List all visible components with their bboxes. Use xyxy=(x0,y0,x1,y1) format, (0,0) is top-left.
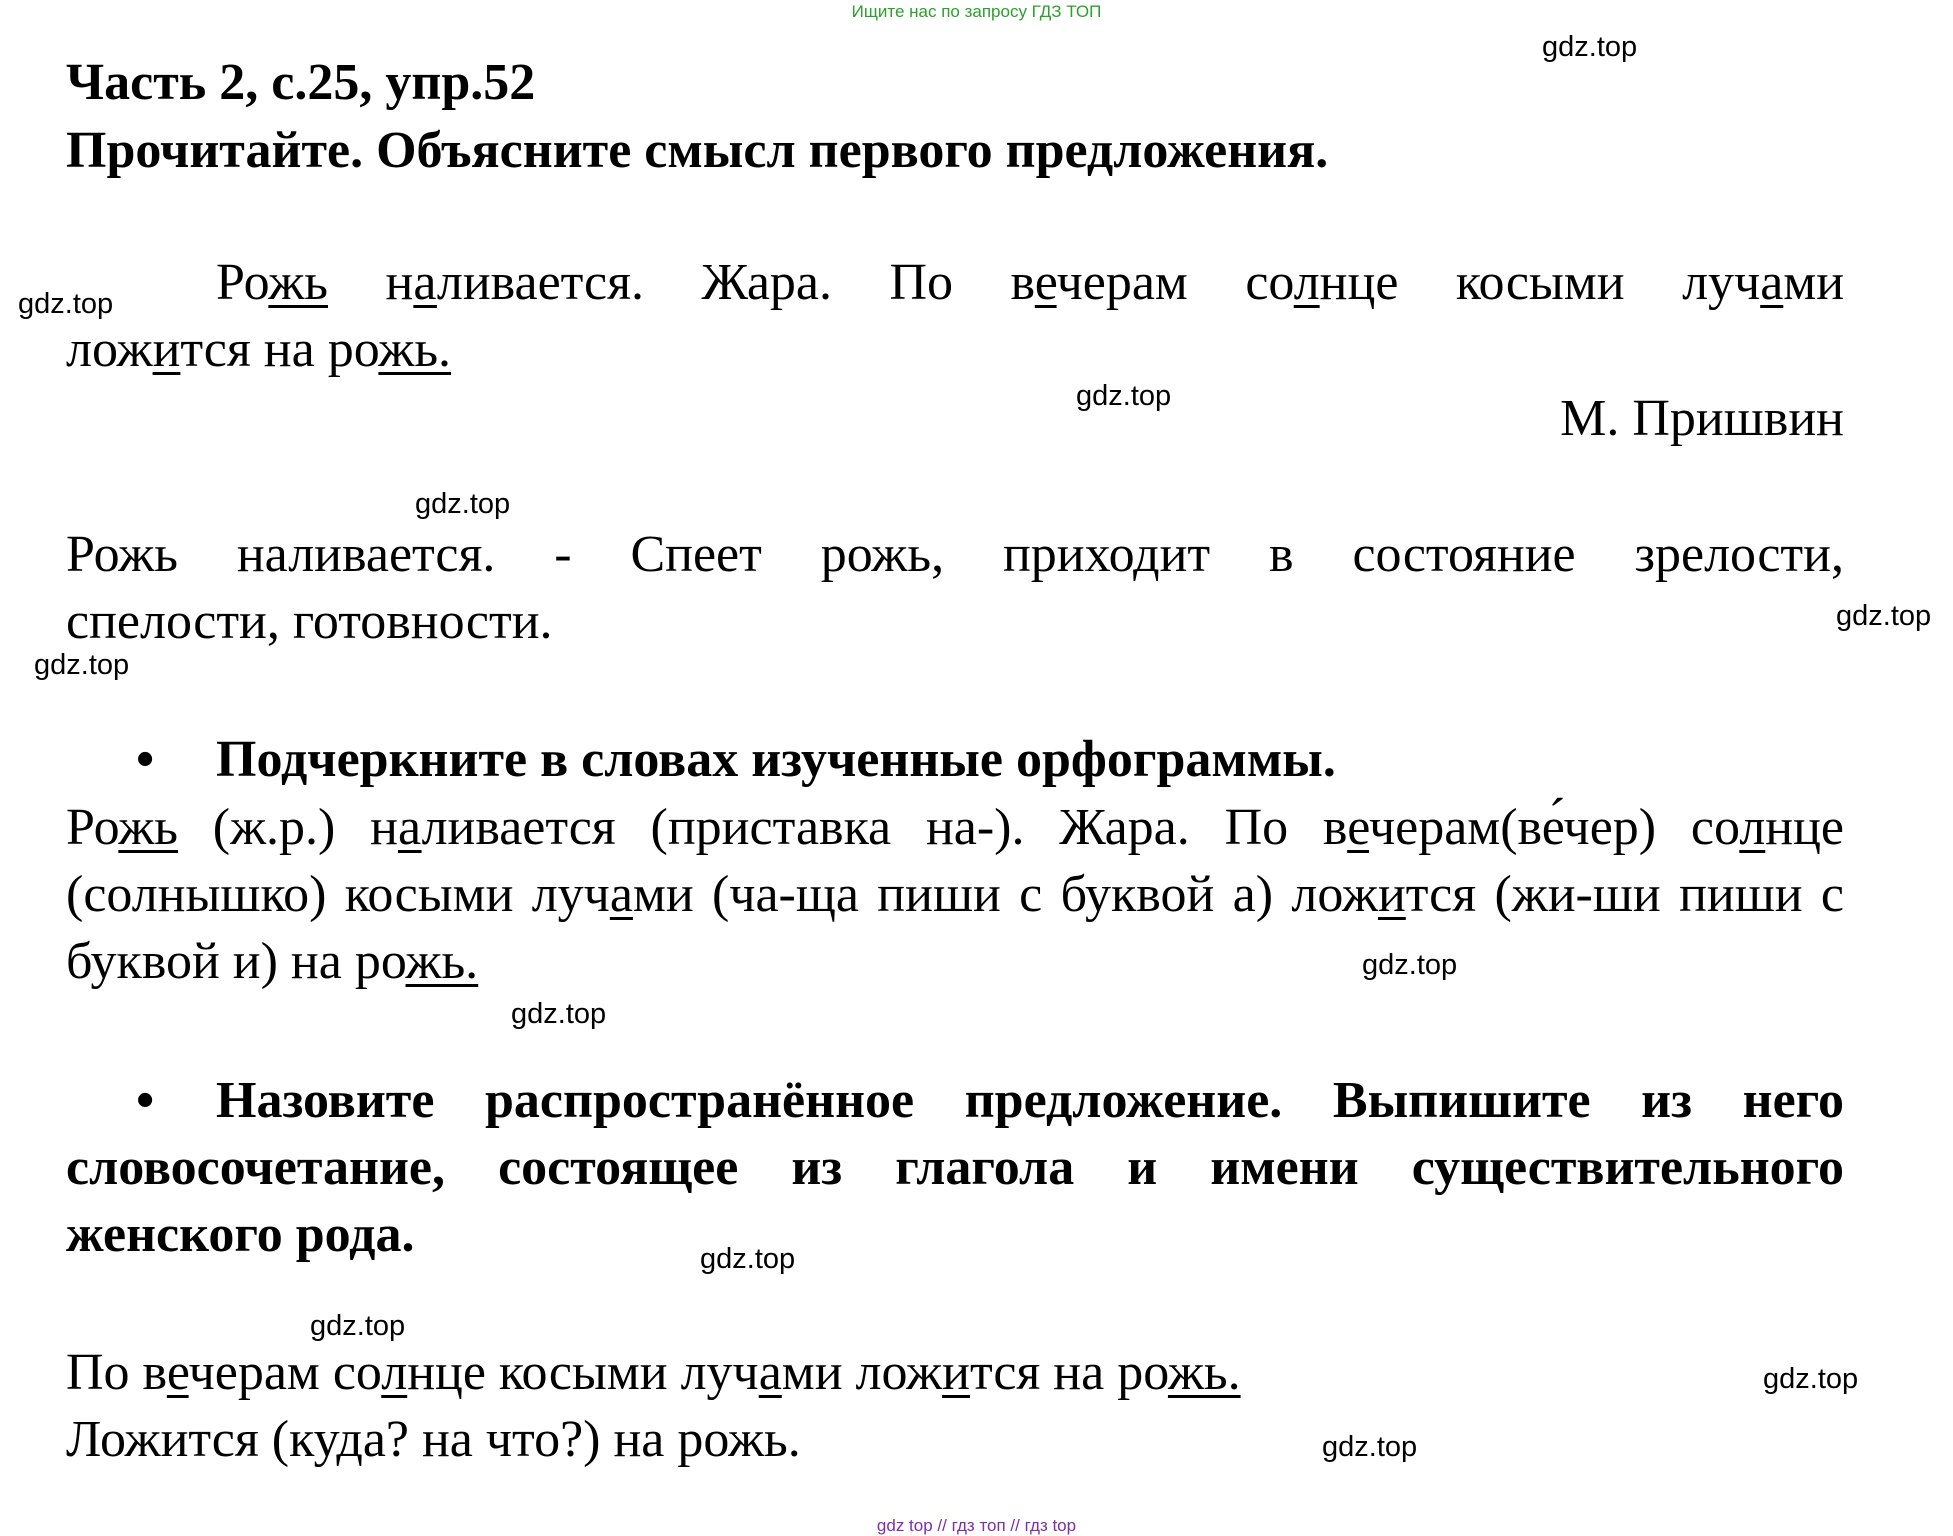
watermark: gdz.top xyxy=(1322,1431,1418,1463)
explanation-line-2: спелости, готовности. xyxy=(66,593,553,650)
watermark: gdz.top xyxy=(511,998,607,1030)
watermark: gdz.top xyxy=(1076,380,1172,412)
watermark: gdz.top xyxy=(18,288,114,320)
watermark: gdz.top xyxy=(34,649,130,681)
task-2-title: Подчеркните в словах изученные орфограммы. xyxy=(216,731,1336,788)
task-3-title-line-3: женского рода. xyxy=(66,1206,415,1263)
answer-3-line-1: По вечерам солнце косыми лучами ложится на рожь. xyxy=(66,1344,1241,1401)
task-instruction: Прочитайте. Объясните смысл первого предложения. xyxy=(66,122,1329,179)
page-title: Часть 2, с.25, упр.52 xyxy=(66,54,536,111)
answer-2: Рожь (ж.р.) наливается (приставка на-). Жара. По вечерам(ве́чер) солнце (солнышко) косыми лучами (ча-ща пиши с буквой а) ложится (жи-ши пиши с буквой и) на рожь. xyxy=(66,799,1845,990)
watermark: gdz.top xyxy=(1542,31,1638,63)
task-3-title-line-2: словосочетание, состоящее из глагола и имени существительного xyxy=(66,1139,1844,1196)
author: М. Пришвин xyxy=(1560,390,1844,447)
watermark: gdz.top xyxy=(1836,600,1932,632)
source-text-line-2: ложится на рожь. xyxy=(66,321,452,378)
watermark: gdz.top xyxy=(700,1243,796,1275)
watermark: gdz.top xyxy=(415,488,511,520)
watermark: gdz.top xyxy=(1763,1363,1859,1395)
watermark: gdz.top xyxy=(310,1310,406,1342)
source-text-line-1: Рожь наливается. Жара. По вечерам солнце косыми лучами xyxy=(216,254,1845,311)
bullet: • xyxy=(136,731,155,788)
watermark: gdz.top xyxy=(1362,949,1458,981)
bottom-banner: gdz top // гдз топ // гдз top xyxy=(876,1516,1077,1535)
top-banner: Ищите нас по запросу ГДЗ ТОП xyxy=(851,2,1102,21)
task-3-title-line-1: Назовите распространённое предложение. Выпишите из него xyxy=(216,1072,1844,1129)
answer-3-line-2: Ложится (куда? на что?) на рожь. xyxy=(66,1411,801,1468)
explanation-line-1: Рожь наливается. - Спеет рожь, приходит в состояние зрелости, xyxy=(66,526,1844,583)
bullet: • xyxy=(136,1072,155,1129)
